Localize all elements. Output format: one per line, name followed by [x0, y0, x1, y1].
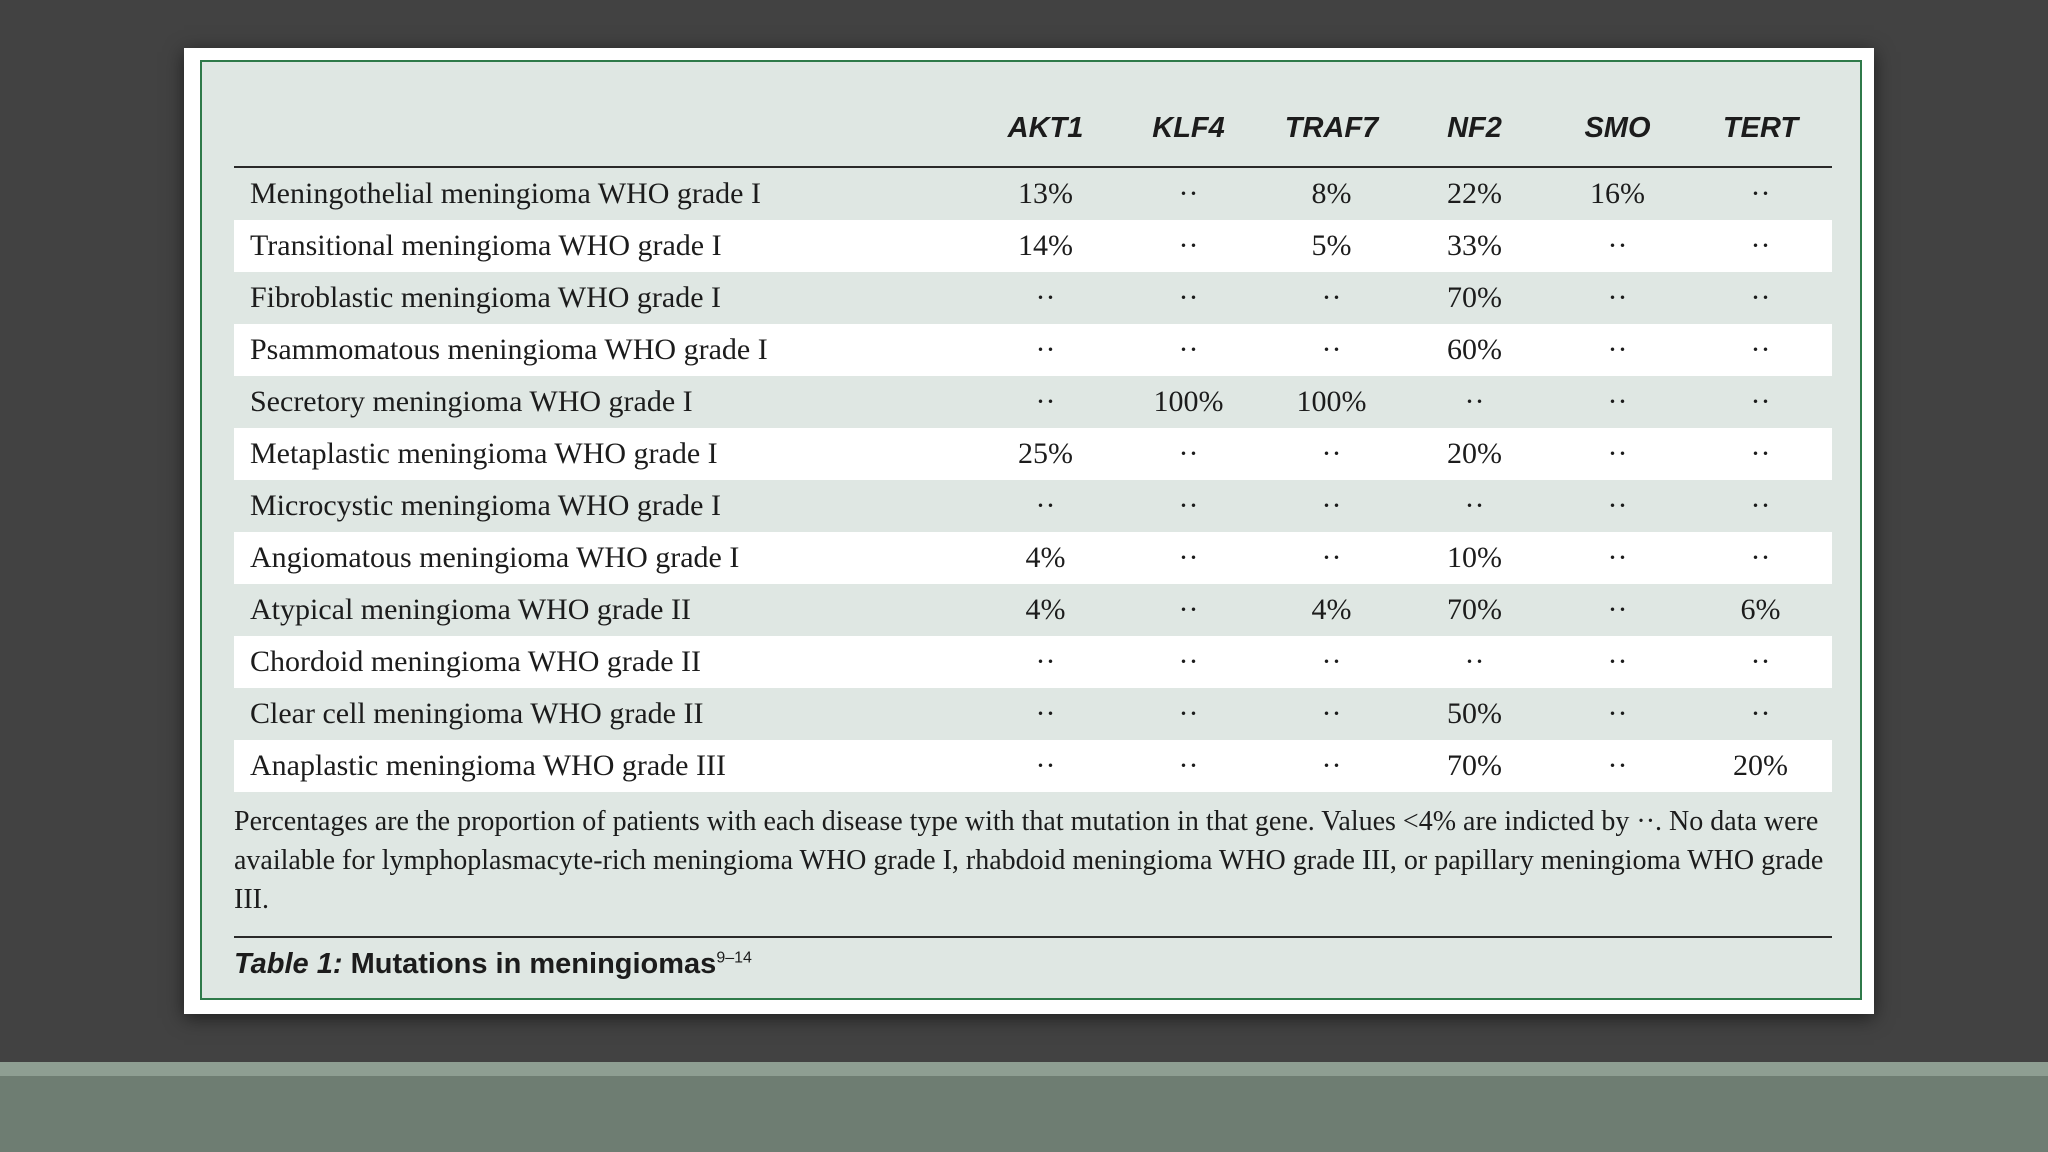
- table-cell: 60%: [1403, 324, 1546, 376]
- table-cell: ··: [974, 480, 1117, 532]
- table-cell: 13%: [974, 167, 1117, 220]
- row-label: Fibroblastic meningioma WHO grade I: [234, 272, 974, 324]
- table-caption: [234, 948, 752, 981]
- table-cell: ··: [1260, 688, 1403, 740]
- table-cell: 50%: [1403, 688, 1546, 740]
- bottom-band-highlight: [0, 1062, 2048, 1076]
- table-cell: ··: [1260, 428, 1403, 480]
- table-body: [234, 167, 1832, 792]
- table-cell: ··: [1689, 428, 1832, 480]
- row-label: Microcystic meningioma WHO grade I: [234, 480, 974, 532]
- caption-label: Table 1:: [234, 948, 343, 980]
- table-cell: ··: [1117, 584, 1260, 636]
- row-label: Atypical meningioma WHO grade II: [234, 584, 974, 636]
- table-cell: ··: [1117, 428, 1260, 480]
- table-cell: ··: [1260, 532, 1403, 584]
- table-cell: ··: [1260, 480, 1403, 532]
- table-cell: 70%: [1403, 272, 1546, 324]
- column-header-traf7: TRAF7: [1260, 90, 1403, 167]
- table-cell: ··: [974, 324, 1117, 376]
- table-cell: ··: [1117, 480, 1260, 532]
- table-footnote: Percentages are the proportion of patients with each disease type with that mutation in that gene. Values <4% are indicted by ··. No data were available for lymphoplasmacyte-rich meningioma WHO grade I, rhabdoid meningioma WHO grade III, or papillary meningioma WHO grade III.: [234, 806, 1824, 915]
- table-cell: ··: [1689, 636, 1832, 688]
- table-row: [234, 584, 1832, 636]
- caption-text: Mutations in meningiomas: [342, 948, 717, 980]
- column-header-klf4: KLF4: [1117, 90, 1260, 167]
- table-cell: 70%: [1403, 740, 1546, 792]
- row-label: Anaplastic meningioma WHO grade III: [234, 740, 974, 792]
- table-header-row: [234, 90, 1832, 167]
- table-cell: 25%: [974, 428, 1117, 480]
- table-cell: ··: [1546, 584, 1689, 636]
- table-cell: ··: [1546, 220, 1689, 272]
- table-cell: ··: [1546, 480, 1689, 532]
- table-cell: ··: [1546, 272, 1689, 324]
- table-cell: ··: [1260, 636, 1403, 688]
- row-label: Angiomatous meningioma WHO grade I: [234, 532, 974, 584]
- row-label: Secretory meningioma WHO grade I: [234, 376, 974, 428]
- table-cell: 20%: [1689, 740, 1832, 792]
- table-cell: ··: [1546, 688, 1689, 740]
- table-cell: 10%: [1403, 532, 1546, 584]
- table-row: [234, 272, 1832, 324]
- table-cell: 5%: [1260, 220, 1403, 272]
- table-cell: ··: [1117, 167, 1260, 220]
- table-cell: ··: [1546, 376, 1689, 428]
- row-label: Transitional meningioma WHO grade I: [234, 220, 974, 272]
- table-row: [234, 220, 1832, 272]
- table-row: [234, 480, 1832, 532]
- table-cell: ··: [1117, 636, 1260, 688]
- table-row: [234, 167, 1832, 220]
- table-cell: ··: [1689, 480, 1832, 532]
- table-panel: [200, 60, 1862, 1000]
- table-card: [184, 48, 1874, 1014]
- table-row: [234, 688, 1832, 740]
- table-cell: 20%: [1403, 428, 1546, 480]
- column-header-blank: [234, 90, 974, 167]
- column-header-smo: SMO: [1546, 90, 1689, 167]
- column-header-nf2: NF2: [1403, 90, 1546, 167]
- column-header-tert: TERT: [1689, 90, 1832, 167]
- table-cell: ··: [1117, 740, 1260, 792]
- table-cell: ··: [1546, 532, 1689, 584]
- table-cell: ··: [1403, 376, 1546, 428]
- table-row: [234, 532, 1832, 584]
- table-cell: 4%: [974, 584, 1117, 636]
- table-cell: ··: [1689, 324, 1832, 376]
- table-cell: 16%: [1546, 167, 1689, 220]
- table-row: [234, 740, 1832, 792]
- table-cell: ··: [974, 272, 1117, 324]
- table-cell: ··: [1689, 688, 1832, 740]
- row-label: Clear cell meningioma WHO grade II: [234, 688, 974, 740]
- table-cell: 100%: [1117, 376, 1260, 428]
- row-label: Metaplastic meningioma WHO grade I: [234, 428, 974, 480]
- row-label: Meningothelial meningioma WHO grade I: [234, 167, 974, 220]
- table-cell: ··: [974, 636, 1117, 688]
- column-header-akt1: AKT1: [974, 90, 1117, 167]
- row-label: Psammomatous meningioma WHO grade I: [234, 324, 974, 376]
- table-cell: ··: [1546, 428, 1689, 480]
- caption-references: 9–14: [716, 949, 752, 967]
- table-cell: ··: [974, 376, 1117, 428]
- table-row: [234, 376, 1832, 428]
- table-container: [234, 90, 1832, 792]
- table-cell: ··: [1546, 324, 1689, 376]
- table-cell: ··: [1117, 220, 1260, 272]
- table-cell: ··: [1260, 324, 1403, 376]
- table-row: [234, 324, 1832, 376]
- table-cell: ··: [1689, 272, 1832, 324]
- table-cell: ··: [1689, 167, 1832, 220]
- table-cell: ··: [974, 688, 1117, 740]
- table-cell: 33%: [1403, 220, 1546, 272]
- row-label: Chordoid meningioma WHO grade II: [234, 636, 974, 688]
- table-cell: 8%: [1260, 167, 1403, 220]
- table-cell: ··: [1260, 272, 1403, 324]
- table-cell: 6%: [1689, 584, 1832, 636]
- table-cell: 4%: [974, 532, 1117, 584]
- caption-divider: [234, 936, 1832, 938]
- table-cell: ··: [1117, 532, 1260, 584]
- table-cell: ··: [1117, 688, 1260, 740]
- table-cell: ··: [1260, 740, 1403, 792]
- table-cell: 22%: [1403, 167, 1546, 220]
- table-cell: 100%: [1260, 376, 1403, 428]
- table-cell: ··: [1403, 480, 1546, 532]
- table-cell: ··: [1689, 532, 1832, 584]
- table-cell: ··: [1403, 636, 1546, 688]
- table-cell: ··: [1689, 376, 1832, 428]
- table-cell: ··: [1117, 272, 1260, 324]
- table-cell: ··: [1117, 324, 1260, 376]
- table-row: [234, 636, 1832, 688]
- table-cell: ··: [1546, 740, 1689, 792]
- table-cell: ··: [1689, 220, 1832, 272]
- mutations-table: [234, 90, 1832, 792]
- table-cell: ··: [1546, 636, 1689, 688]
- table-cell: ··: [974, 740, 1117, 792]
- table-row: [234, 428, 1832, 480]
- table-cell: 4%: [1260, 584, 1403, 636]
- table-cell: 70%: [1403, 584, 1546, 636]
- table-cell: 14%: [974, 220, 1117, 272]
